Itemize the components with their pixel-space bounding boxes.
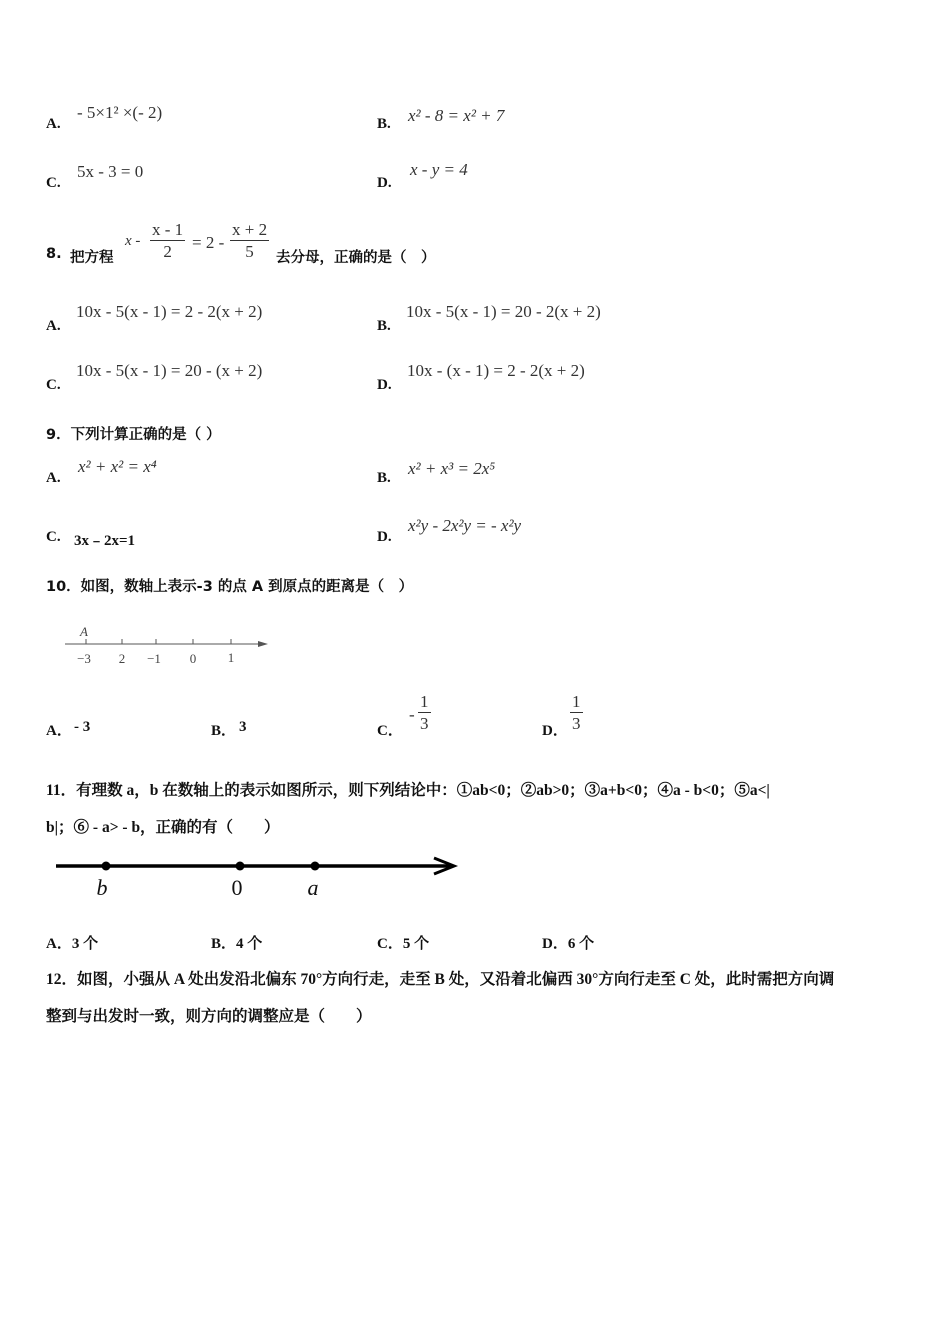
option-label: B. xyxy=(377,318,391,334)
tick-label: 2 xyxy=(118,651,126,666)
option-math: x² + x² = x⁴ xyxy=(78,457,157,476)
number-line-figure xyxy=(50,850,470,905)
question-text: 整到与出发时一致，则方向的调整应是（ ） xyxy=(46,1008,372,1025)
option-math: x - y = 4 xyxy=(410,160,468,179)
numerator: 1 xyxy=(572,692,581,711)
axis-label: 0 xyxy=(231,875,243,900)
option: C．5 个 xyxy=(377,936,430,952)
option-math: 10x - 5(x - 1) = 20 - (x + 2) xyxy=(76,361,263,380)
option-label: D. xyxy=(377,529,392,545)
tick-label: 1 xyxy=(227,650,235,665)
option-text: 3 xyxy=(239,719,247,735)
option-label: C. xyxy=(46,377,61,393)
option-label: D． xyxy=(542,723,568,739)
denominator: 3 xyxy=(420,714,429,733)
option-label: B． xyxy=(211,723,237,739)
fraction xyxy=(150,220,185,263)
option-label: B. xyxy=(377,470,391,486)
option-label: A. xyxy=(46,116,61,132)
option-math: x²y - 2x²y = - x²y xyxy=(408,516,522,535)
denominator: 5 xyxy=(245,242,254,261)
numerator: x + 2 xyxy=(232,220,268,239)
point-b xyxy=(102,862,111,871)
question-text: 把方程 xyxy=(70,250,114,266)
option-math: x² - 8 = x² + 7 xyxy=(408,106,505,125)
option-label: D. xyxy=(377,377,392,393)
numerator: 1 xyxy=(420,692,429,711)
numerator: x - 1 xyxy=(152,220,184,239)
question-text: 12．如图，小强从 A 处出发沿北偏东 70°方向行走，走至 B 处，又沿着北偏西 30°方向行走至 C 处，此时需把方向调 xyxy=(46,971,835,988)
option-label: C. xyxy=(46,175,61,191)
point-label: A xyxy=(80,624,88,639)
option-label: A. xyxy=(46,318,61,334)
option: A．3 个 xyxy=(46,936,99,952)
fraction xyxy=(230,220,269,263)
point-a xyxy=(311,862,320,871)
option: B．4 个 xyxy=(211,936,263,952)
option-label: A． xyxy=(46,723,72,739)
option-label: D. xyxy=(377,175,392,191)
tick-label: 0 xyxy=(189,651,197,666)
axis-label: a xyxy=(307,875,319,900)
fraction xyxy=(418,692,431,735)
option-math: 10x - 5(x - 1) = 2 - 2(x + 2) xyxy=(76,302,263,321)
option-math: 3x﹣2x=1 xyxy=(74,533,136,549)
minus-sign: - xyxy=(409,705,415,724)
option-math: 5x - 3 = 0 xyxy=(77,162,144,181)
option-label: B. xyxy=(377,116,391,132)
option-math: 10x - (x - 1) = 2 - 2(x + 2) xyxy=(407,361,585,380)
option-math: 10x - 5(x - 1) = 20 - 2(x + 2) xyxy=(406,302,601,321)
fraction xyxy=(570,692,583,735)
option-math: - 5×1² ×(- 2) xyxy=(77,103,163,122)
equation-part: = 2 - xyxy=(192,233,225,252)
question-text: 10．如图，数轴上表示-3 的点 A 到原点的距离是（ ） xyxy=(46,579,414,595)
option-text: - 3 xyxy=(74,719,91,735)
axis-label: b xyxy=(96,875,108,900)
question-text: 去分母，正确的是（ ） xyxy=(276,250,436,266)
denominator: 3 xyxy=(572,714,581,733)
tick-label: −3 xyxy=(77,651,91,666)
option-math: x² + x³ = 2x⁵ xyxy=(408,459,496,478)
denominator: 2 xyxy=(163,242,172,261)
number-line-figure xyxy=(60,618,280,673)
arrow-icon xyxy=(258,641,268,647)
question-text: 9．下列计算正确的是（ ） xyxy=(46,427,221,443)
question-text: b|；⑥ - a> - b，正确的有（ ） xyxy=(46,819,280,836)
option-label: C． xyxy=(377,723,403,739)
option-label: C. xyxy=(46,529,61,545)
tick-label: −1 xyxy=(147,651,161,666)
equation-part: x - xyxy=(125,233,141,249)
option: D．6 个 xyxy=(542,936,595,952)
point-origin xyxy=(236,862,245,871)
question-text: 11．有理数 a，b 在数轴上的表示如图所示，则下列结论中：①ab<0；②ab>0；③a+b<0；④a - b<0；⑤a<| xyxy=(46,782,770,799)
option-label: A. xyxy=(46,470,61,486)
question-number: 8. xyxy=(46,246,62,262)
